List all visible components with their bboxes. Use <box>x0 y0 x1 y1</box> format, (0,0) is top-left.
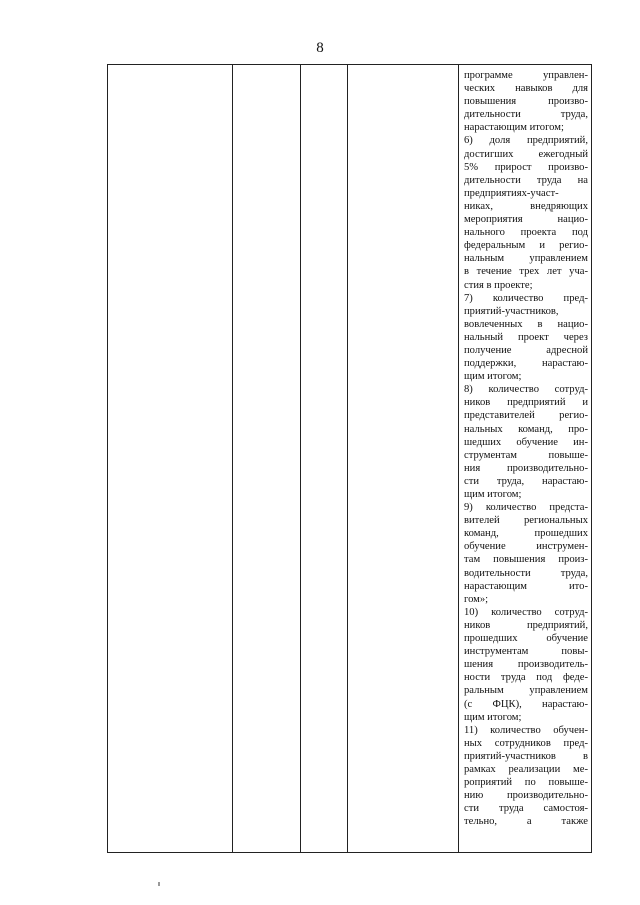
text-line: нарастающим ито- <box>464 580 588 592</box>
scan-mark <box>158 882 160 886</box>
text-line: нальным управлением <box>464 253 588 265</box>
text-line: нальный проект через <box>464 331 588 343</box>
text-line: ческих навыков для <box>464 83 588 95</box>
text-line: представителей регио- <box>464 410 588 422</box>
text-line: рамках реализации ме- <box>464 763 588 775</box>
text-line: нального проекта под <box>464 227 588 239</box>
text-line: струментам повыше- <box>464 449 588 461</box>
text-line: повышения произво- <box>464 96 588 108</box>
text-line: ральным управлением <box>464 685 588 697</box>
text-line: 9) количество предста- <box>464 502 588 514</box>
text-line: 5% прирост произво- <box>464 161 588 173</box>
text-line: роприятий по повыше- <box>464 777 588 789</box>
text-line: мероприятия нацио- <box>464 214 588 226</box>
text-line: нию производительно- <box>464 790 588 802</box>
text-line: щим итогом; <box>464 489 522 500</box>
text-line: дительности труда на <box>464 174 588 186</box>
text-line: шения производитель- <box>464 659 588 671</box>
text-line: тельно, а также <box>464 816 588 828</box>
text-line: достигших ежегодный <box>464 148 588 160</box>
text-line: в течение трех лет уча- <box>464 266 588 278</box>
text-line: федеральным и регио- <box>464 240 588 252</box>
page-number: 8 <box>316 40 324 56</box>
text-line: водительности труда, <box>464 567 588 579</box>
text-line: обучение инструмен- <box>464 541 588 553</box>
text-line: гом»; <box>464 593 489 605</box>
text-line: ников предприятий и <box>464 397 588 409</box>
text-line: нарастающим итогом; <box>464 122 564 134</box>
text-line: программе управлен- <box>464 70 588 81</box>
indicator-text-cell <box>464 69 588 828</box>
text-line: никах, внедряющих <box>464 200 588 212</box>
column-divider <box>232 65 233 852</box>
text-line: 10) количество сотруд- <box>464 606 588 618</box>
text-line: вовлеченных в нацио- <box>464 318 588 330</box>
text-line: дительности труда, <box>464 109 588 121</box>
text-line: стия в проекте; <box>464 279 533 291</box>
text-line: шедших обучение ин- <box>464 436 588 448</box>
text-line: сти труда, нарастаю- <box>464 475 588 487</box>
text-line: 7) количество пред- <box>464 292 588 304</box>
text-line: щим итогом; <box>464 371 522 383</box>
document-table <box>107 64 592 853</box>
text-line: ния производительно- <box>464 462 588 474</box>
text-line: 11) количество обучен- <box>464 724 588 736</box>
text-line: ных сотрудников пред- <box>464 737 588 749</box>
text-line: поддержки, нарастаю- <box>464 358 588 370</box>
text-line: приятий-участников в <box>464 750 588 762</box>
text-line: 6) доля предприятий, <box>464 135 588 147</box>
text-line: щим итогом; <box>464 711 522 723</box>
text-line: сти труда самостоя- <box>464 803 588 815</box>
text-line: вителей региональных <box>464 515 588 527</box>
text-line: ников предприятий, <box>464 619 588 631</box>
text-line: получение адресной <box>464 344 588 356</box>
text-line: предприятиях-участ- <box>464 187 559 199</box>
column-divider <box>347 65 348 852</box>
text-line: нальных команд, про- <box>464 423 588 435</box>
text-line: (с ФЦК), нарастаю- <box>464 698 588 710</box>
text-line: прошедших обучение <box>464 633 588 645</box>
column-divider <box>300 65 301 852</box>
column-divider <box>458 65 459 852</box>
text-line: ности труда под феде- <box>464 672 588 684</box>
text-line: команд, прошедших <box>464 528 588 540</box>
text-line: приятий-участников, <box>464 305 559 317</box>
text-line: там повышения произ- <box>464 554 588 566</box>
text-line: 8) количество сотруд- <box>464 384 588 396</box>
text-line: инструментам повы- <box>464 646 588 658</box>
